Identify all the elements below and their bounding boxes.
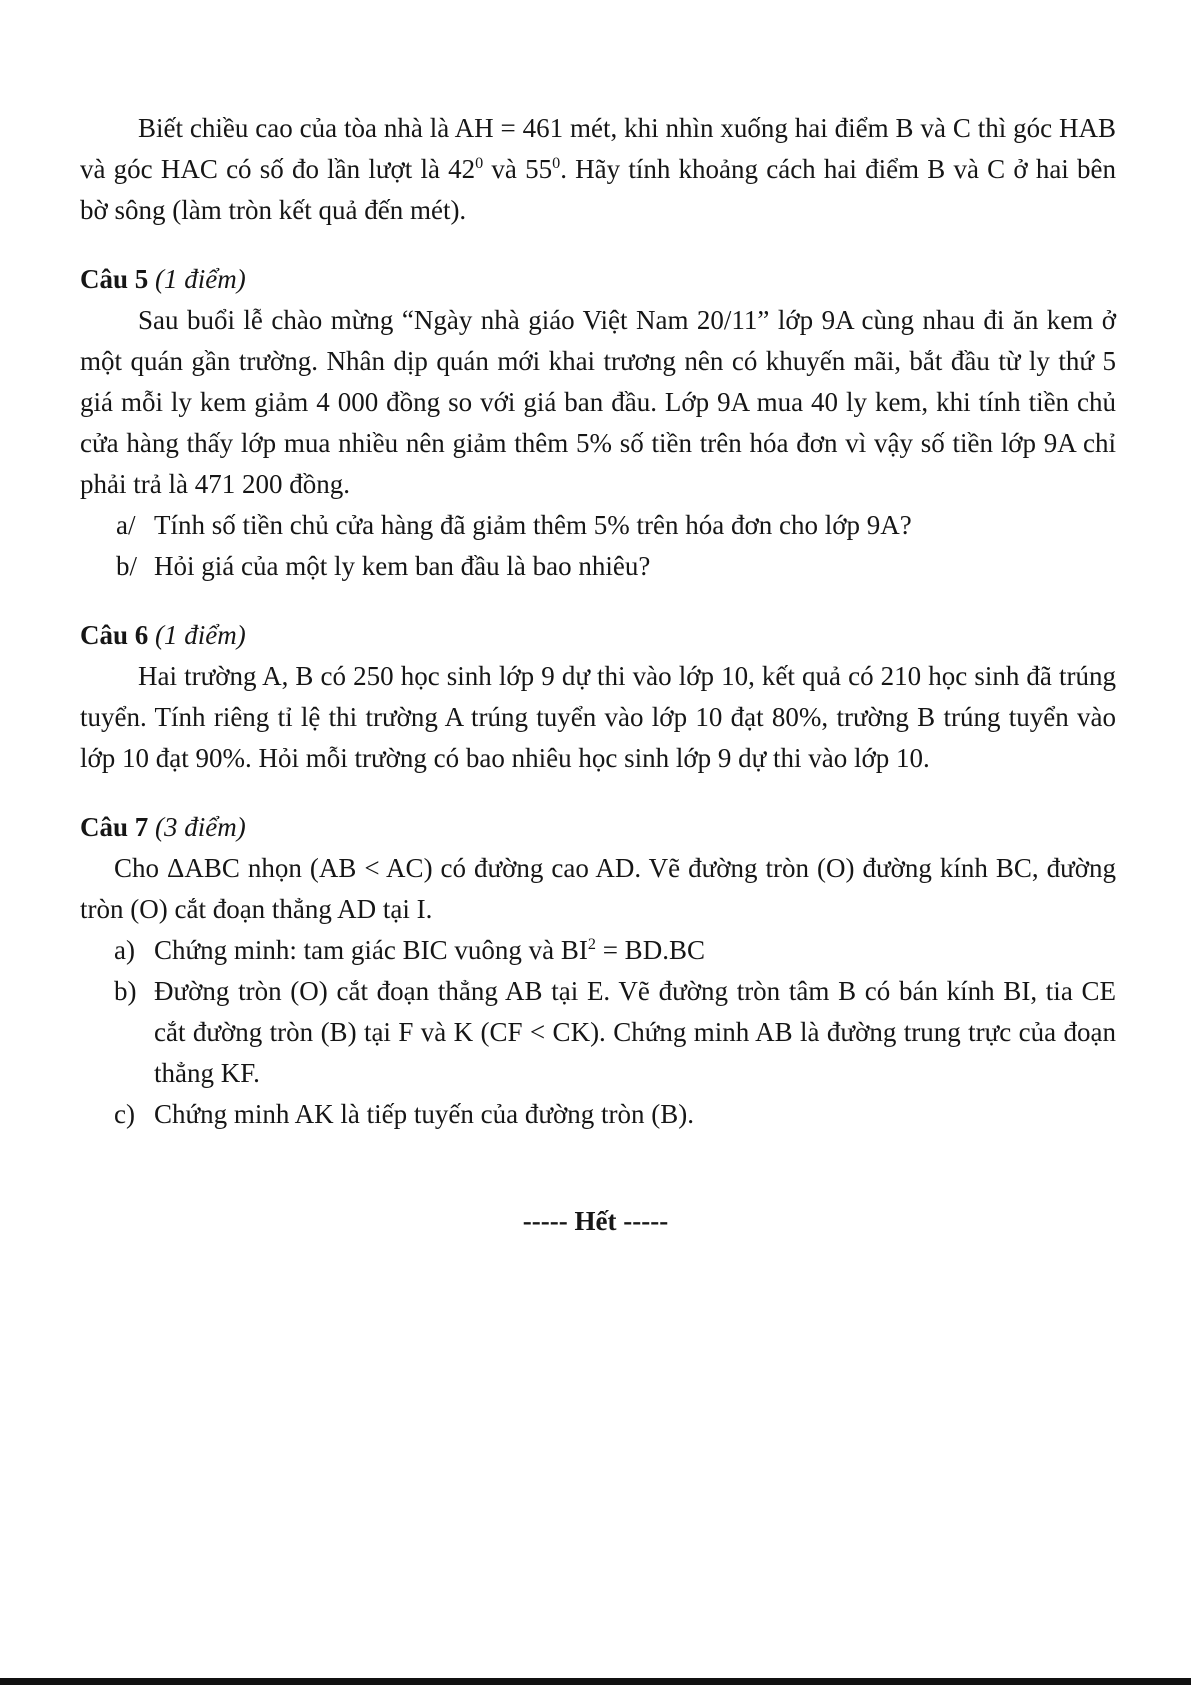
- superscript-two: 2: [587, 935, 596, 953]
- scan-bottom-border: [0, 1678, 1191, 1685]
- intro-text-1: Biết chiều cao của tòa nhà là AH = 461 mét, khi nhìn xuống hai điểm B và C thì góc HAB và góc HAC có số đo lần lượt là 42: [80, 113, 1116, 184]
- item-text: [154, 930, 1116, 971]
- question-5-item-a: [80, 505, 1116, 546]
- item-marker: b/: [116, 551, 138, 581]
- question-7-points: (3 điểm): [155, 812, 246, 842]
- question-7-item-b: [80, 971, 1116, 1094]
- question-7-body: Cho ΔABC nhọn (AB < AC) có đường cao AD. Vẽ đường tròn (O) đường kính BC, đường tròn (O) cắt đoạn thẳng AD tại I.: [80, 853, 1116, 924]
- question-5-heading: [80, 259, 1116, 300]
- item-marker: a/: [116, 510, 136, 540]
- item-marker: a): [114, 935, 135, 965]
- question-5-points: (1 điểm): [155, 264, 246, 294]
- degree-mark-2: 0: [552, 154, 561, 172]
- intro-text-2: và 55: [483, 154, 553, 184]
- question-7-item-a: [80, 930, 1116, 971]
- question-5-title: Câu 5: [80, 264, 149, 294]
- question-6-title: Câu 6: [80, 620, 149, 650]
- item-text: Đường tròn (O) cắt đoạn thẳng AB tại E. Vẽ đường tròn tâm B có bán kính BI, tia CE cắt đường tròn (B) tại F và K (CF < CK). Chứng minh AB là đường trung trực của đoạn thẳng KF.: [154, 976, 1116, 1088]
- degree-mark-1: 0: [475, 154, 484, 172]
- item-text: Hỏi giá của một ly kem ban đầu là bao nhiêu?: [154, 551, 651, 581]
- question-6-points: (1 điểm): [155, 620, 246, 650]
- item-text: Chứng minh AK là tiếp tuyến của đường tròn (B).: [154, 1099, 694, 1129]
- item-marker: b): [114, 976, 137, 1006]
- question-7-item-c: [80, 1094, 1116, 1135]
- question-6-body: Hai trường A, B có 250 học sinh lớp 9 dự thi vào lớp 10, kết quả có 210 học sinh đã trúng tuyển. Tính riêng tỉ lệ thi trường A trúng tuyển vào lớp 10 đạt 80%, trường B trúng tuyển vào lớp 10 đạt 90%. Hỏi mỗi trường có bao nhiêu học sinh lớp 9 dự thi vào lớp 10.: [80, 661, 1116, 773]
- intro-text-3: . Hãy tính khoảng cách hai điểm B và C ở hai bên bờ sông (làm tròn kết quả đến mét).: [80, 154, 1116, 225]
- item-a-text: Chứng minh: tam giác BIC vuông và BI: [154, 935, 588, 965]
- item-text: Tính số tiền chủ cửa hàng đã giảm thêm 5% trên hóa đơn cho lớp 9A?: [154, 510, 912, 540]
- item-marker: c): [114, 1099, 135, 1129]
- question-7-title: Câu 7: [80, 812, 149, 842]
- question-7-heading: [80, 807, 1116, 848]
- question-5-item-b: [80, 546, 1116, 587]
- intro-paragraph: [80, 108, 1116, 231]
- end-mark: ----- Hết -----: [522, 1206, 669, 1236]
- question-5-body: Sau buổi lễ chào mừng “Ngày nhà giáo Việt Nam 20/11” lớp 9A cùng nhau đi ăn kem ở một quán gần trường. Nhân dịp quán mới khai trương nên có khuyến mãi, bắt đầu từ ly thứ 5 giá mỗi ly kem giảm 4 000 đồng so với giá ban đầu. Lớp 9A mua 40 ly kem, khi tính tiền chủ cửa hàng thấy lớp mua nhiều nên giảm thêm 5% số tiền trên hóa đơn vì vậy số tiền lớp 9A chỉ phải trả là 471 200 đồng.: [80, 305, 1116, 499]
- question-6-heading: [80, 615, 1116, 656]
- item-a-suffix: = BD.BC: [595, 935, 705, 965]
- exam-content: [80, 108, 1116, 1135]
